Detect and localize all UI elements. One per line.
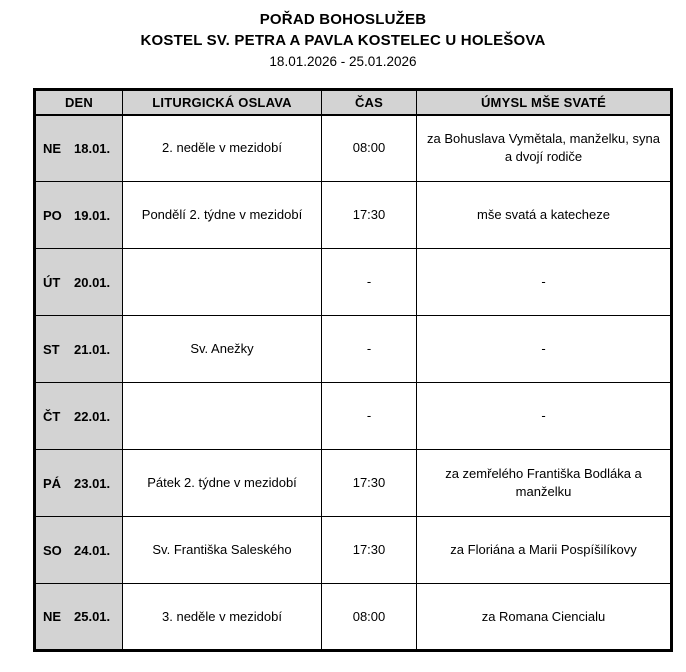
column-header-cas: ČAS [322,90,417,115]
time-cell: 17:30 [322,450,417,517]
celebration-cell: Sv. Františka Saleského [123,517,322,584]
celebration-cell: Pátek 2. týdne v mezidobí [123,450,322,517]
table-row [35,249,672,316]
time-cell: - [322,383,417,450]
day-abbrev: NE [43,140,62,156]
table-header-row [35,90,672,115]
day-cell [35,517,123,584]
table-row [35,517,672,584]
day-date: 22.01. [74,408,111,424]
column-header-umysl-mse-svate: ÚMYSL MŠE SVATÉ [417,90,672,115]
celebration-cell [123,383,322,450]
intention-cell: - [417,383,672,450]
day-date: 18.01. [74,140,111,156]
intention-cell: - [417,316,672,383]
celebration-cell: Sv. Anežky [123,316,322,383]
column-header-den: DEN [35,90,123,115]
day-cell [35,316,123,383]
day-abbrev: NE [43,609,62,624]
table-row [35,383,672,450]
intention-cell: za zemřelého Františka Bodláka a manželku [417,450,672,517]
intention-cell: za Floriána a Marii Pospíšilíkovy [417,517,672,584]
schedule-table-body [35,115,672,651]
intention-cell: - [417,249,672,316]
time-cell: 08:00 [322,115,417,182]
day-cell [35,383,123,450]
day-date: 20.01. [74,274,111,290]
day-date: 23.01. [74,475,111,491]
celebration-cell: 3. neděle v mezidobí [123,584,322,651]
celebration-cell: Pondělí 2. týdne v mezidobí [123,182,322,249]
table-row [35,182,672,249]
date-range: 18.01.2026 - 25.01.2026 [269,54,417,69]
table-row [35,450,672,517]
column-header-liturgicka-oslava: LITURGICKÁ OSLAVA [123,90,322,115]
time-cell: 17:30 [322,182,417,249]
page-title: POŘAD BOHOSLUŽEB [259,11,427,28]
day-abbrev: ÚT [43,274,61,290]
document-heading [0,0,686,72]
day-cell [35,182,123,249]
day-abbrev: SO [43,542,62,558]
day-date: 19.01. [74,207,111,223]
day-cell [35,450,123,517]
intention-cell: mše svatá a katecheze [417,182,672,249]
intention-cell: za Bohuslava Vymětala, manželku, syna a dvojí rodiče [417,115,672,182]
table-row [35,584,672,651]
time-cell: - [322,316,417,383]
table-row [35,115,672,182]
day-date: 21.01. [74,341,111,357]
day-date: 24.01. [74,542,111,558]
day-cell [35,584,123,651]
celebration-cell: 2. neděle v mezidobí [123,115,322,182]
day-abbrev: PÁ [43,475,62,491]
table-row [35,316,672,383]
service-schedule-table [33,88,673,652]
intention-cell: za Romana Ciencialu [417,584,672,651]
day-cell [35,249,123,316]
day-date: 25.01. [74,609,111,624]
day-abbrev: ČT [43,408,61,424]
church-name: KOSTEL SV. PETRA A PAVLA KOSTELEC U HOLEŠOVA [140,32,546,49]
celebration-cell [123,249,322,316]
day-abbrev: PO [43,207,62,223]
time-cell: 17:30 [322,517,417,584]
time-cell: 08:00 [322,584,417,651]
time-cell: - [322,249,417,316]
day-cell [35,115,123,182]
day-abbrev: ST [43,341,60,357]
